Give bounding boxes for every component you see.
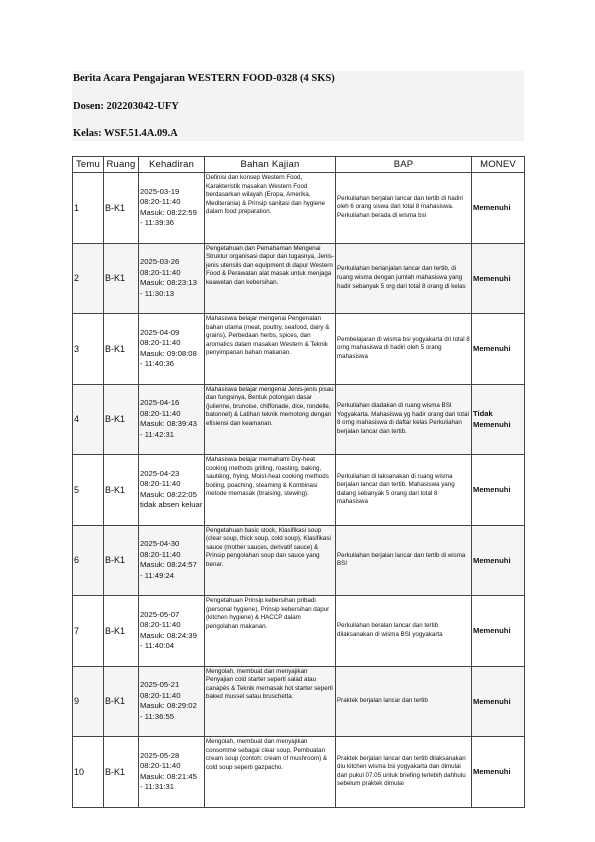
cell-kehadiran: [139, 737, 205, 808]
kehadiran-line: - 11:40:36: [140, 359, 175, 369]
table-row: [73, 666, 525, 737]
cell-bahan-kajian: Mengolah, membuat dan menyajikan Penyajian cold starter seperti salad atau canapés & Teknik memasak hot starter seperti baked mussel satau bruschetta.: [205, 666, 336, 737]
kehadiran-line: 08:20-11:40: [140, 338, 181, 348]
cell-bap: Perkuliahan beralan lancar dan tertib dilaksanakan di wisma BSI yogyakarta: [336, 596, 472, 667]
cell-temu: 1: [73, 173, 104, 244]
kehadiran-line: 08:20-11:40: [140, 549, 181, 559]
cell-ruang: B-K1: [104, 737, 139, 808]
kehadiran-line: Masuk: 08:22:59: [140, 207, 197, 217]
table-row: [73, 525, 525, 596]
kehadiran-line: - 11:36:55: [140, 711, 175, 721]
kehadiran-line: Masuk: 08:24:57: [140, 560, 197, 570]
kehadiran-line: Masuk: 08:29:02: [140, 701, 197, 711]
cell-ruang: B-K1: [104, 455, 139, 526]
col-header-monev: MONEV: [472, 157, 525, 173]
cell-bahan-kajian: Pengetahuan Prinsip kebersihan pribadi (personal hygiene), Prinsip kebersihan dapur (kitchen hygiene) & HACCP dalam pengolahan makanan.: [205, 596, 336, 667]
document-header: [72, 71, 524, 141]
cell-monev: Memenuhi: [472, 173, 525, 244]
kehadiran-line: - 11:42:31: [140, 429, 175, 439]
cell-monev: Memenuhi: [472, 666, 525, 737]
cell-monev: Memenuhi: [472, 455, 525, 526]
cell-bap: Perkuliahan di laksanakan di ruang wisma berjalan lancar dan tertib. Mahasiswa yang datang sebanyak 5 orang dari total 8 mahasiswa: [336, 455, 472, 526]
table-row: [73, 596, 525, 667]
table-row: [73, 314, 525, 385]
kehadiran-line: Masuk: 08:24:39: [140, 630, 197, 640]
kehadiran-line: - 11:40:04: [140, 641, 175, 651]
cell-ruang: B-K1: [104, 525, 139, 596]
table-header-row: [73, 157, 525, 173]
cell-bahan-kajian: Definisi dan konsep Western Food, Karakteristik masakan Western Food berdasarkan wilayah (Eropa, Amerika, Mediterania) & Prinsip sanitasi dan hygiene dalam food preparation.: [205, 173, 336, 244]
class-line: Kelas: WSF.51.4A.09.A: [73, 128, 178, 139]
kehadiran-line: 2025-04-23: [140, 468, 180, 478]
kehadiran-line: - 11:39:36: [140, 218, 175, 228]
kehadiran-line: 08:20-11:40: [140, 267, 181, 277]
cell-bahan-kajian: Mahasiswa belajar mengenai Pengenalan bahan utama (meat, poultry, seafood, dairy & grains), Perbedaan herbs, spices, dan aromatics dalam masakan Western & Teknik penyimpanan bahan makanan.: [205, 314, 336, 385]
cell-monev: Tidak Memenuhi: [472, 384, 525, 455]
cell-monev: Memenuhi: [472, 737, 525, 808]
cell-ruang: B-K1: [104, 173, 139, 244]
kehadiran-line: 08:20-11:40: [140, 408, 181, 418]
table-body: [73, 173, 525, 808]
cell-kehadiran: [139, 314, 205, 385]
cell-bap: Pembelajaran di wisma bsi yogyakarta dri total 8 orng mahasiswa di hadiri oleh 5 orang mahasiswa: [336, 314, 472, 385]
cell-bahan-kajian: Pengetahuan dan Pemahaman Mengenai Struktur organisasi dapur dan tugasnya, Jenis-jenis utensils dan equipment di dapur Western Food & Perawatan alat masak untuk menjaga keawetan dan kebersihan.: [205, 243, 336, 314]
cell-bahan-kajian: Pengetahuan basic stock, Klasifikasi soup (clear soup, thick soup, cold soup), Klasifikasi sauce (mother sauces, derivatif sauce) & Prinsip pengolahan soup dan sauce yang benar.: [205, 525, 336, 596]
cell-bahan-kajian: Mahasiswa belajar mengenai Jenis-jenis pisau dan fungsinya, Bentuk potongan dasar (julienne, brunoise, chiffonade, dice, rondelle, batonnet) & Latihan teknik memotong dengan efisiensi dan keamanan.: [205, 384, 336, 455]
table-row: [73, 173, 525, 244]
table-row: [73, 737, 525, 808]
kehadiran-line: 2025-05-07: [140, 609, 180, 619]
cell-kehadiran: [139, 455, 205, 526]
teaching-report-table: [72, 156, 525, 808]
cell-ruang: B-K1: [104, 243, 139, 314]
kehadiran-line: Masuk: 08:21:45: [140, 771, 197, 781]
cell-bap: Perkuliahan berjalan lancar dan tertib di hadiri oleh 6 orang siswa dari total 8 mahasiswa. Perkuliahan berada di wisma bsi: [336, 173, 472, 244]
kehadiran-line: 08:20-11:40: [140, 690, 181, 700]
cell-kehadiran: [139, 596, 205, 667]
kehadiran-line: 2025-05-21: [140, 680, 180, 690]
col-header-temu: Temu: [73, 157, 104, 173]
cell-temu: 10: [73, 737, 104, 808]
col-header-bap: BAP: [336, 157, 472, 173]
cell-temu: 7: [73, 596, 104, 667]
cell-kehadiran: [139, 384, 205, 455]
cell-ruang: B-K1: [104, 384, 139, 455]
cell-temu: 6: [73, 525, 104, 596]
cell-ruang: B-K1: [104, 666, 139, 737]
kehadiran-line: 08:20-11:40: [140, 479, 181, 489]
kehadiran-line: 2025-03-26: [140, 257, 180, 267]
kehadiran-line: Masuk: 09:08:08: [140, 348, 197, 358]
cell-kehadiran: [139, 243, 205, 314]
kehadiran-line: - 11:30:13: [140, 288, 175, 298]
cell-temu: 2: [73, 243, 104, 314]
kehadiran-line: 2025-04-09: [140, 327, 180, 337]
kehadiran-line: Masuk: 08:39:43: [140, 419, 197, 429]
cell-bap: Perkuliahan berlanjalan lancar dan tertib, di ruang wisma dengan jumlah mahasiswa yang hadir sebanyak 5 org dari total 8 orang di kelas: [336, 243, 472, 314]
cell-monev: Memenuhi: [472, 243, 525, 314]
kehadiran-line: 2025-03-19: [140, 186, 180, 196]
lecturer-line: Dosen: 202203042-UFY: [73, 101, 179, 112]
cell-temu: 3: [73, 314, 104, 385]
kehadiran-line: Masuk: 08:22:05: [140, 489, 197, 499]
kehadiran-line: 08:20-11:40: [140, 761, 181, 771]
cell-monev: Memenuhi: [472, 314, 525, 385]
cell-kehadiran: [139, 525, 205, 596]
cell-monev: Memenuhi: [472, 525, 525, 596]
cell-temu: 9: [73, 666, 104, 737]
kehadiran-line: 08:20-11:40: [140, 197, 181, 207]
cell-temu: 5: [73, 455, 104, 526]
cell-bap: Perkuliahan berjalan lancar dan tertib di wisma BSI: [336, 525, 472, 596]
cell-ruang: B-K1: [104, 596, 139, 667]
cell-kehadiran: [139, 173, 205, 244]
cell-bap: Praktek berjalan lancar dan tertib: [336, 666, 472, 737]
kehadiran-line: - 11:49:24: [140, 570, 175, 580]
cell-temu: 4: [73, 384, 104, 455]
kehadiran-line: 2025-05-28: [140, 750, 180, 760]
kehadiran-line: Masuk: 08:23:13: [140, 278, 197, 288]
col-header-ruang: Ruang: [104, 157, 139, 173]
cell-ruang: B-K1: [104, 314, 139, 385]
cell-bahan-kajian: Mahasiswa belajar memahami Dry-heat cooking methods grilling, roasting, baking, sautéing, frying, Moist-heat cooking methods boiling, poaching, steaming & Kombinasi metode memasak (braising, stewing).: [205, 455, 336, 526]
table-row: [73, 455, 525, 526]
table-row: [73, 243, 525, 314]
kehadiran-line: - 11:31:31: [140, 782, 175, 792]
col-header-bahan-kajian: Bahan Kajian: [205, 157, 336, 173]
kehadiran-line: 08:20-11:40: [140, 620, 181, 630]
cell-kehadiran: [139, 666, 205, 737]
kehadiran-line: 2025-04-30: [140, 539, 180, 549]
course-title: Berita Acara Pengajaran WESTERN FOOD-0328 (4 SKS): [73, 73, 335, 84]
table-row: [73, 384, 525, 455]
kehadiran-line: 2025-04-16: [140, 398, 180, 408]
kehadiran-line: tidak absen keluar: [140, 500, 203, 510]
cell-monev: Memenuhi: [472, 596, 525, 667]
cell-bap: Perkuliahan diadakan di ruang wisma BSI Yogyakarta. Mahasiswa yg hadir orang dari total 8 orng mahasiswa di daftar kelas Perkuliahan berjalan lancar dan tertib.: [336, 384, 472, 455]
col-header-kehadiran: Kehadiran: [139, 157, 205, 173]
cell-bahan-kajian: Mengolah, membuat dan menyajikan consommé sebagai clear soup, Pembuatan cream soup (contoh: cream of mushroom) & cold soup seperti gazpacho.: [205, 737, 336, 808]
cell-bap: Praktek berjalan lancar dan tertib dilaksanakan diu kitchen wisma bsi yogyakarta dan dimulai dari pukul 07.05 untuk briefing terlebih dahhulu sebelum praktek dimulai: [336, 737, 472, 808]
